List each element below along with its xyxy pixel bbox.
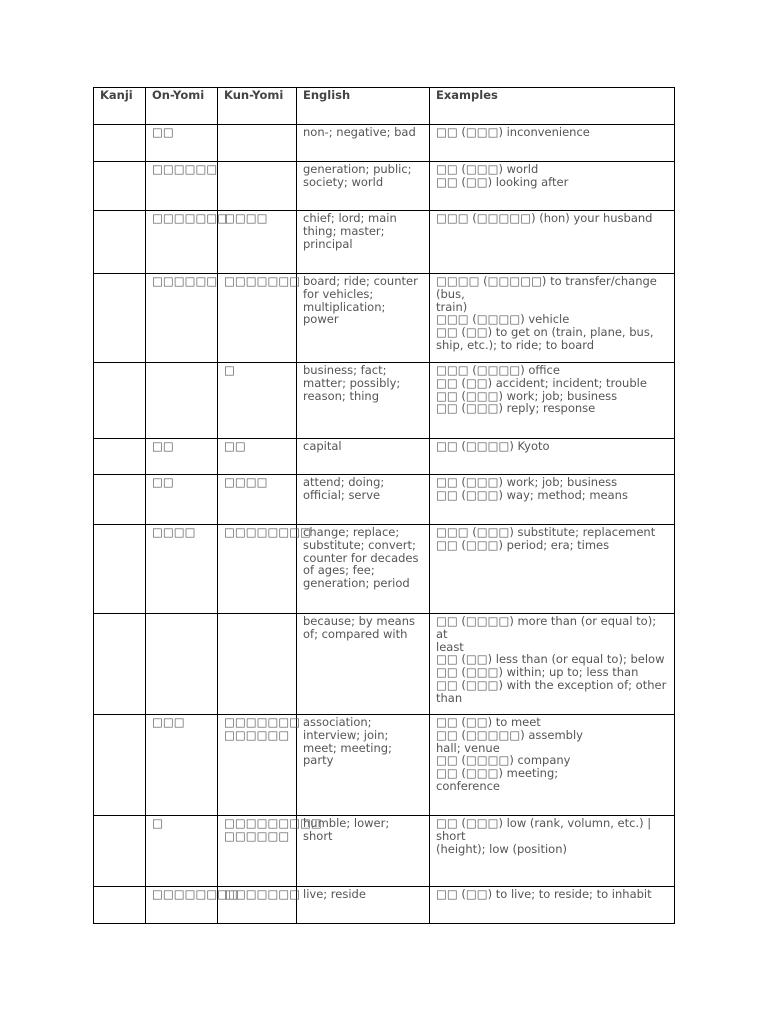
cell-on-yomi-line: □□ <box>152 125 174 139</box>
cell-kun-yomi-line: □□□□□□□ <box>224 274 301 288</box>
cell-english-line: attend; doing; <box>303 475 385 489</box>
cell-kun-yomi <box>218 125 297 162</box>
cell-on-yomi-line: □□□□□□□ <box>152 211 229 225</box>
cell-on-yomi-line: □□□□□□ <box>152 274 218 288</box>
cell-kun-yomi-line: □□□□ <box>224 475 268 489</box>
cell-examples-line: □□ (□□□) way; method; means <box>436 487 628 502</box>
cell-examples-line: □□ (□□□□) more than (or equal to); at <box>436 614 657 641</box>
cell-kun-yomi-line: □□□□□□ <box>224 828 290 843</box>
cell-examples-line: □□ (□□□) work; job; business <box>436 388 618 403</box>
cell-kanji <box>94 211 146 274</box>
cell-on-yomi <box>146 715 218 816</box>
cell-english-line: chief; lord; main <box>303 211 397 225</box>
cell-english <box>297 614 430 715</box>
cell-examples-line: ship, etc.); to ride; to board <box>436 337 595 352</box>
cell-on-yomi <box>146 439 218 475</box>
cell-english-line: for vehicles; <box>303 286 374 301</box>
cell-on-yomi-line: □□□□ <box>152 525 196 539</box>
cell-examples <box>430 525 675 614</box>
cell-examples-line: □□□ (□□□□□) (hon) your husband <box>436 211 653 225</box>
cell-on-yomi <box>146 274 218 363</box>
column-header-on-yomi: On-Yomi <box>146 88 218 125</box>
cell-english <box>297 816 430 887</box>
cell-english-line: party <box>303 753 334 768</box>
cell-examples-line: □□ (□□□) work; job; business <box>436 475 618 489</box>
cell-examples-line: □□ (□□) accident; incident; trouble <box>436 375 647 390</box>
cell-english-line: short <box>303 828 333 843</box>
cell-english-line: capital <box>303 439 342 453</box>
cell-kun-yomi-line: □□ <box>224 439 246 453</box>
cell-english <box>297 439 430 475</box>
cell-examples-line: □□ (□□□) meeting; <box>436 766 559 781</box>
cell-examples <box>430 439 675 475</box>
table-row <box>94 274 675 363</box>
cell-kanji <box>94 887 146 924</box>
cell-english-line: live; reside <box>303 887 366 901</box>
cell-kun-yomi-line: □□□□□□ <box>224 727 290 742</box>
cell-kun-yomi-line: □□□□ <box>224 211 268 225</box>
cell-kanji <box>94 614 146 715</box>
cell-english-line: thing; master; <box>303 223 385 238</box>
cell-examples <box>430 816 675 887</box>
cell-on-yomi-line: □ <box>152 816 163 830</box>
cell-on-yomi <box>146 816 218 887</box>
cell-english <box>297 274 430 363</box>
kanji-vocabulary-table <box>93 87 675 924</box>
cell-english-line: official; serve <box>303 487 381 502</box>
column-header-kun-yomi: Kun-Yomi <box>218 88 297 125</box>
cell-on-yomi-line: □□ <box>152 439 174 453</box>
cell-english-line: association; <box>303 715 372 729</box>
cell-kanji <box>94 475 146 525</box>
cell-examples-line: □□□ (□□□□) office <box>436 363 560 377</box>
cell-on-yomi <box>146 363 218 439</box>
header-row <box>94 88 675 125</box>
cell-examples-line: □□ (□□□) low (rank, volumn, etc.) | short <box>436 816 652 843</box>
cell-on-yomi <box>146 525 218 614</box>
cell-kun-yomi-line: □□□□□□□ <box>224 887 301 901</box>
cell-kun-yomi <box>218 475 297 525</box>
cell-kanji <box>94 816 146 887</box>
cell-english-line: principal <box>303 236 353 251</box>
cell-examples-line: □□□ (□□□□) vehicle <box>436 312 570 327</box>
cell-examples <box>430 274 675 363</box>
cell-english-line: meet; meeting; <box>303 740 392 755</box>
table-row <box>94 475 675 525</box>
cell-kanji <box>94 274 146 363</box>
cell-on-yomi <box>146 162 218 211</box>
cell-kanji <box>94 363 146 439</box>
cell-examples <box>430 475 675 525</box>
cell-english-line: generation; period <box>303 576 410 591</box>
cell-kanji <box>94 439 146 475</box>
table-row <box>94 439 675 475</box>
cell-english <box>297 162 430 211</box>
cell-english <box>297 363 430 439</box>
cell-english-line: society; world <box>303 174 384 189</box>
table-row <box>94 887 675 924</box>
column-header-kanji: Kanji <box>94 88 146 125</box>
cell-english-line: generation; public; <box>303 162 412 176</box>
cell-examples <box>430 887 675 924</box>
cell-on-yomi-line: □□ <box>152 475 174 489</box>
cell-kun-yomi-line: □ <box>224 363 235 377</box>
table-row <box>94 125 675 162</box>
cell-kun-yomi-line: □□□□□□□□ <box>224 525 311 539</box>
cell-examples-line: □□ (□□□) with the exception of; other <box>436 677 667 692</box>
cell-examples-line: □□ (□□□□) company <box>436 753 571 768</box>
cell-examples <box>430 125 675 162</box>
cell-on-yomi <box>146 475 218 525</box>
cell-on-yomi <box>146 614 218 715</box>
cell-kun-yomi <box>218 162 297 211</box>
cell-examples <box>430 363 675 439</box>
cell-english <box>297 715 430 816</box>
cell-on-yomi-line: □□□ <box>152 715 185 729</box>
cell-english-line: substitute; convert; <box>303 537 416 552</box>
column-header-examples: Examples <box>430 88 675 125</box>
cell-kanji <box>94 715 146 816</box>
table-row <box>94 211 675 274</box>
cell-on-yomi-line: □□□□□□ <box>152 162 218 176</box>
cell-examples-line: □□ (□□□□□) assembly <box>436 727 583 742</box>
cell-english-line: board; ride; counter <box>303 274 418 288</box>
cell-examples-line: least <box>436 639 464 654</box>
cell-english <box>297 125 430 162</box>
cell-english-line: humble; lower; <box>303 816 390 830</box>
cell-examples-line: □□ (□□) looking after <box>436 174 569 189</box>
cell-english-line: matter; possibly; <box>303 375 401 390</box>
cell-english <box>297 211 430 274</box>
table-row <box>94 816 675 887</box>
cell-english-line: power <box>303 312 339 327</box>
cell-examples-line: conference <box>436 778 501 793</box>
cell-examples-line: than <box>436 690 463 705</box>
cell-kanji <box>94 125 146 162</box>
cell-english-line: non-; negative; bad <box>303 125 416 139</box>
cell-examples <box>430 162 675 211</box>
cell-examples-line: □□ (□□□) period; era; times <box>436 537 610 552</box>
cell-english-line: of ages; fee; <box>303 563 375 578</box>
cell-examples-line: □□ (□□) to live; to reside; to inhabit <box>436 887 652 901</box>
cell-english-line: counter for decades <box>303 550 419 565</box>
cell-on-yomi <box>146 211 229 274</box>
cell-kun-yomi <box>218 715 301 816</box>
cell-examples-line: □□ (□□□) inconvenience <box>436 125 590 139</box>
table-row <box>94 525 675 614</box>
cell-examples-line: (height); low (position) <box>436 841 567 856</box>
cell-examples-line: hall; venue <box>436 740 500 755</box>
cell-examples-line: □□ (□□) to get on (train, plane, bus, <box>436 325 654 340</box>
cell-examples-line: □□ (□□□) reply; response <box>436 401 596 416</box>
cell-examples-line: □□□□ (□□□□□) to transfer/change (bus, <box>436 274 657 301</box>
cell-english <box>297 887 430 924</box>
cell-examples-line: □□ (□□□) world <box>436 162 539 176</box>
cell-kun-yomi <box>218 525 311 614</box>
cell-kun-yomi <box>218 887 301 924</box>
cell-kanji <box>94 162 146 211</box>
table-row <box>94 614 675 715</box>
cell-examples <box>430 211 675 274</box>
cell-examples-line: □□ (□□) to meet <box>436 715 541 729</box>
cell-examples-line: □□ (□□□□) Kyoto <box>436 439 550 453</box>
cell-examples-line: □□ (□□□) within; up to; less than <box>436 665 639 680</box>
table-row <box>94 363 675 439</box>
cell-kun-yomi <box>218 439 297 475</box>
cell-on-yomi-line: □□□□□□□□ <box>152 887 239 901</box>
cell-english-line: interview; join; <box>303 727 389 742</box>
cell-kanji <box>94 525 146 614</box>
cell-on-yomi <box>146 887 239 924</box>
cell-examples-line: □□□ (□□□) substitute; replacement <box>436 525 656 539</box>
cell-kun-yomi <box>218 211 297 274</box>
cell-examples <box>430 715 675 816</box>
cell-kun-yomi-line: □□□□□□□□□ <box>224 816 322 830</box>
cell-examples-line: □□ (□□) less than (or equal to); below <box>436 652 665 667</box>
cell-kun-yomi <box>218 614 297 715</box>
cell-english-line: reason; thing <box>303 388 380 403</box>
cell-english <box>297 525 430 614</box>
cell-english-line: multiplication; <box>303 299 386 314</box>
cell-english-line: because; by means <box>303 614 415 628</box>
cell-kun-yomi <box>218 274 301 363</box>
cell-english-line: change; replace; <box>303 525 400 539</box>
cell-examples-line: train) <box>436 299 468 314</box>
cell-kun-yomi-line: □□□□□□□ <box>224 715 301 729</box>
cell-on-yomi <box>146 125 218 162</box>
column-header-english: English <box>297 88 430 125</box>
cell-english-line: of; compared with <box>303 626 408 641</box>
cell-english <box>297 475 430 525</box>
cell-english-line: business; fact; <box>303 363 387 377</box>
table-row <box>94 162 675 211</box>
table-row <box>94 715 675 816</box>
cell-examples <box>430 614 675 715</box>
cell-kun-yomi <box>218 363 297 439</box>
